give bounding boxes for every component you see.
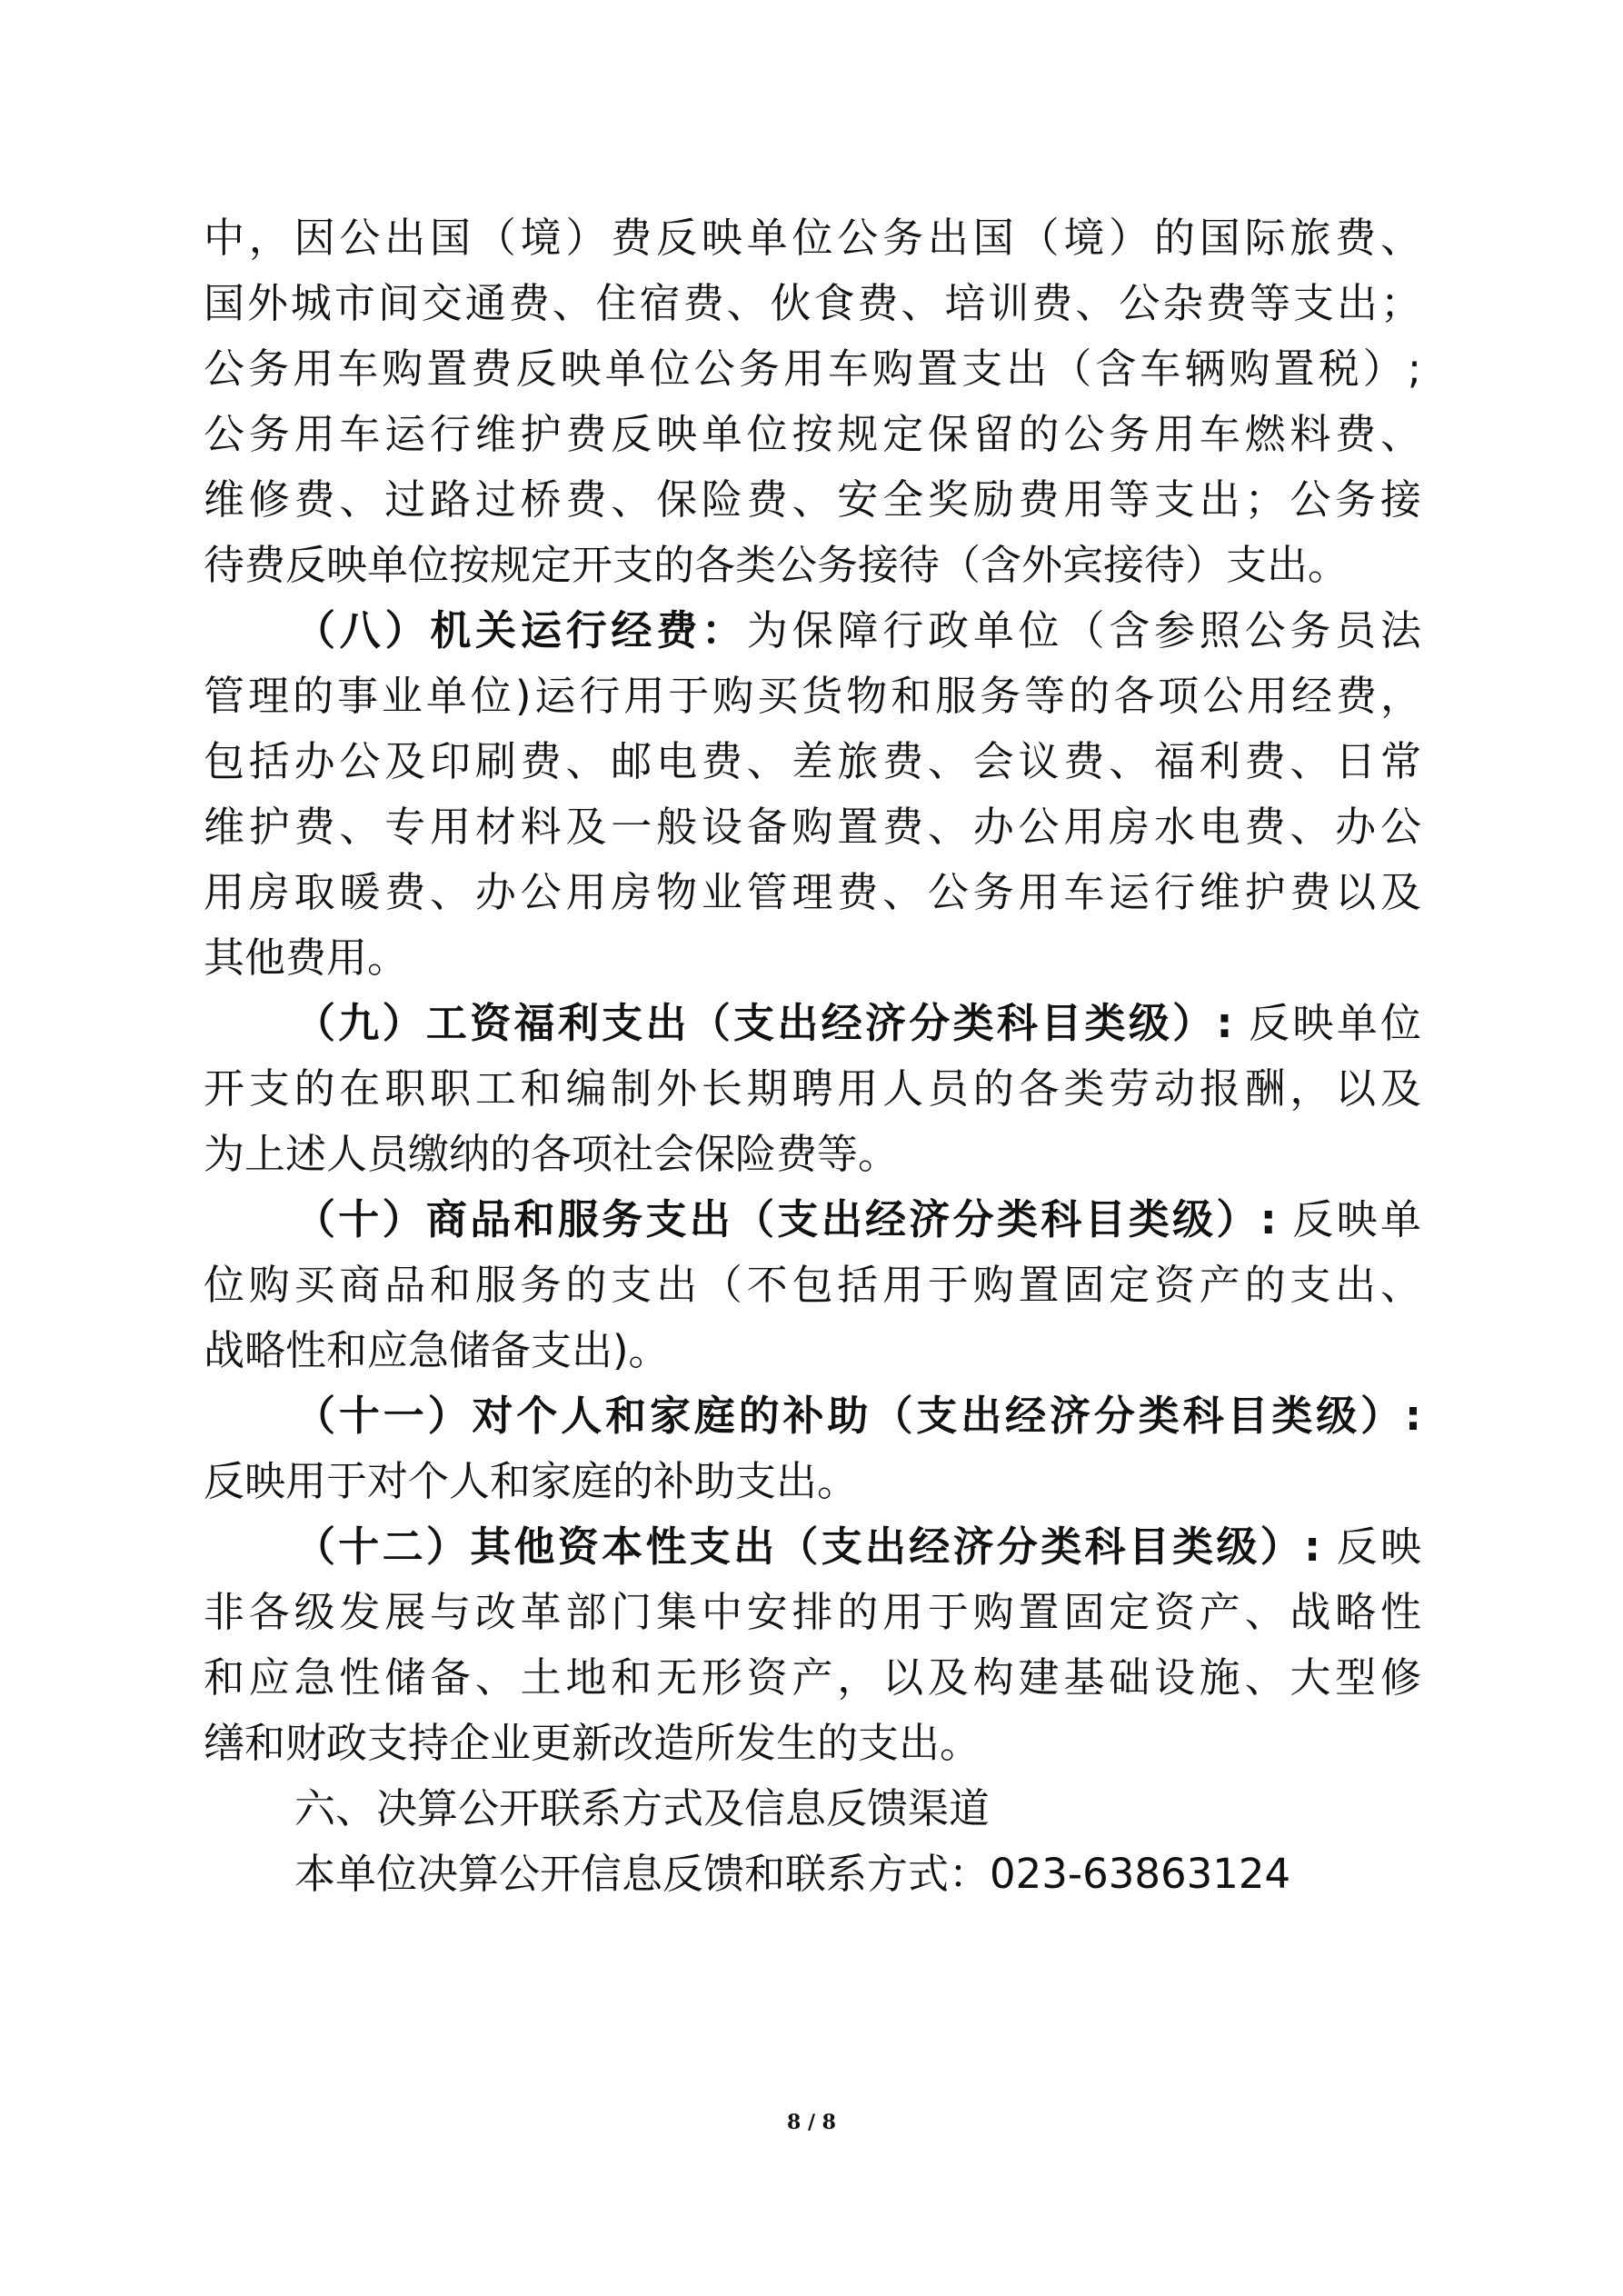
text-line: 管理的事业单位)运行用于购买货物和服务等的各项公用经费， — [204, 672, 1421, 720]
text-line: 中，因公出国（境）费反映单位公务出国（境）的国际旅费、 — [204, 214, 1421, 262]
text-line: 用房取暖费、办公用房物业管理费、公务用车运行维护费以及 — [204, 868, 1421, 916]
text-line: 维修费、过路过桥费、保险费、安全奖励费用等支出；公务接 — [204, 475, 1421, 524]
text-line: 公务用车购置费反映单位公务用车购置支出（含车辆购置税）; — [204, 344, 1421, 393]
text-line: 和应急性储备、土地和无形资产，以及构建基础设施、大型修 — [204, 1653, 1421, 1702]
item-8-first-line — [204, 598, 1421, 664]
item-9-first-line — [204, 991, 1421, 1056]
document-body — [204, 205, 1421, 1907]
section-6-heading: 六、决算公开联系方式及信息反馈渠道 — [294, 1784, 991, 1832]
item-12-first-line — [204, 1514, 1421, 1580]
text-line: 包括办公及印刷费、邮电费、差旅费、会议费、福利费、日常 — [204, 737, 1421, 785]
text-line: 国外城市间交通费、住宿费、伙食费、培训费、公杂费等支出； — [204, 279, 1421, 327]
text-line: 其他费用。 — [204, 933, 409, 982]
text-line: 非各级发展与改革部门集中安排的用于购置固定资产、战略性 — [204, 1588, 1421, 1636]
item-12-heading: （十二）其他资本性支出（支出经济分类科目类级）: — [294, 1522, 1321, 1571]
text-line: 战略性和应急储备支出)。 — [204, 1326, 670, 1374]
item-9-heading: （九）工资福利支出（支出经济分类科目类级）: — [294, 999, 1233, 1047]
text-line: 位购买商品和服务的支出（不包括用于购置固定资产的支出、 — [204, 1261, 1421, 1309]
item-11-first-line — [204, 1383, 1421, 1449]
item-8-text: 为保障行政单位（含参照公务员法 — [746, 606, 1421, 654]
text-line: 待费反映单位按规定开支的各类公务接待（含外宾接待）支出。 — [204, 541, 1349, 589]
item-9-text: 反映单位 — [1232, 999, 1421, 1047]
item-11-heading: （十一）对个人和家庭的补助（支出经济分类科目类级）: — [294, 1392, 1421, 1440]
page-number: 8 / 8 — [787, 2111, 836, 2134]
item-10-first-line — [204, 1187, 1421, 1253]
text-line: 公务用车运行维护费反映单位按规定保留的公务用车燃料费、 — [204, 410, 1421, 458]
item-8-heading: （八）机关运行经费： — [294, 606, 747, 654]
contact-line: 本单位决算公开信息反馈和联系方式：023-63863124 — [294, 1850, 1291, 1898]
text-line: 维护费、专用材料及一般设备购置费、办公用房水电费、办公 — [204, 803, 1421, 851]
text-line: 反映用于对个人和家庭的补助支出。 — [204, 1457, 859, 1505]
item-12-text: 反映 — [1320, 1522, 1421, 1571]
text-line: 缮和财政支持企业更新改造所发生的支出。 — [204, 1719, 981, 1767]
item-10-heading: （十）商品和服务支出（支出经济分类科目类级）: — [294, 1195, 1277, 1243]
text-line: 开支的在职职工和编制外长期聘用人员的各类劳动报酬，以及 — [204, 1064, 1421, 1113]
item-10-text: 反映单 — [1276, 1195, 1421, 1243]
text-line: 为上述人员缴纳的各项社会保险费等。 — [204, 1130, 900, 1178]
